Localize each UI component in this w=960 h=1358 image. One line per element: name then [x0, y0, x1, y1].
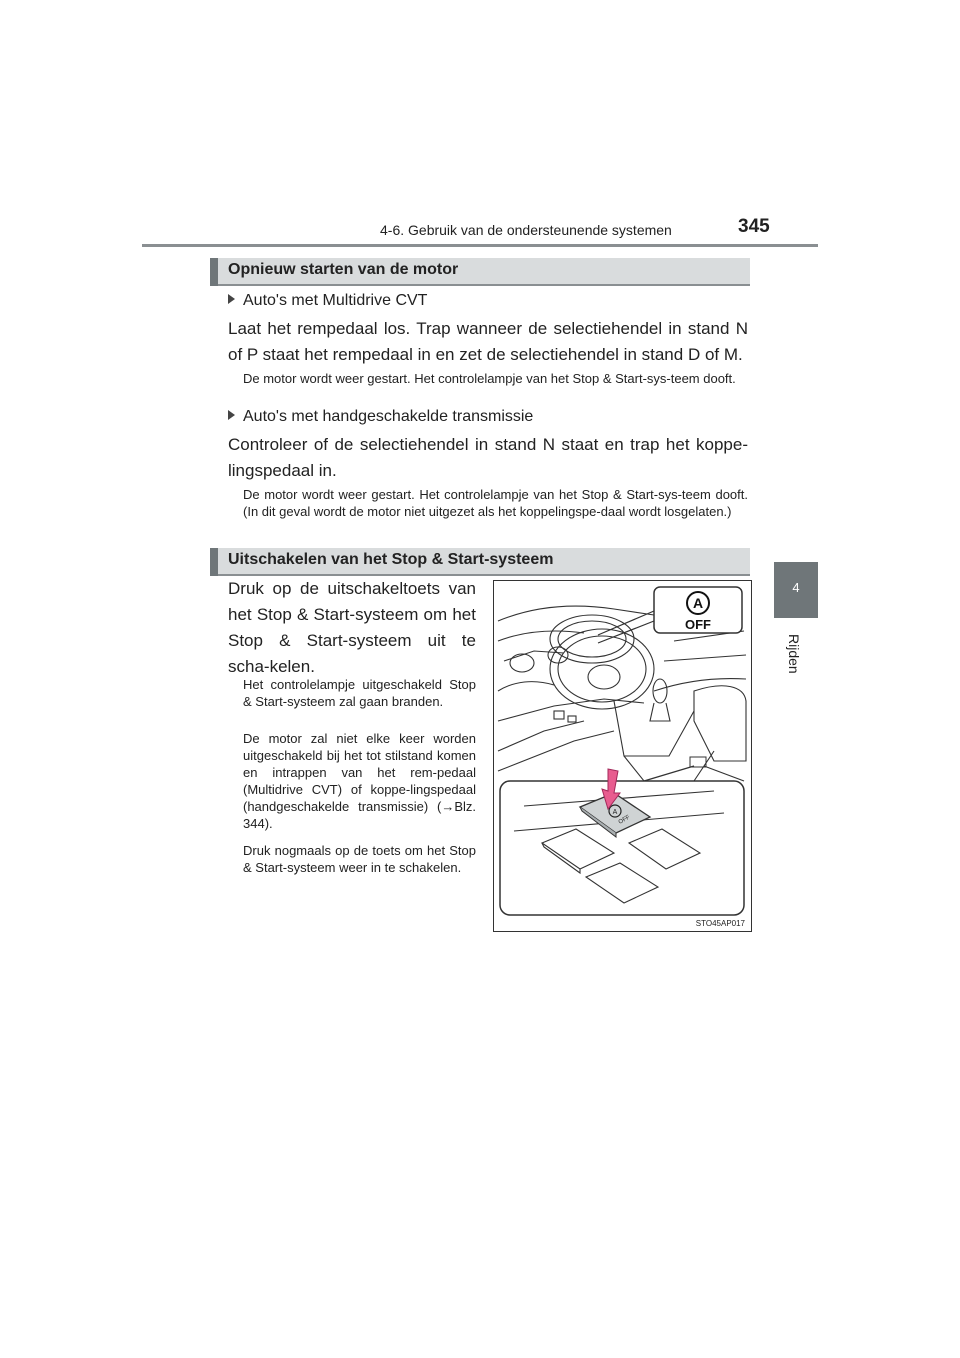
bullet-cvt [228, 292, 427, 310]
section-accent [210, 258, 218, 286]
manual-instruction: Controleer of de selectiehendel in stand N staat en trap het koppe-lingspedaal in. [228, 435, 748, 480]
disable-note-3: Druk nogmaals op de toets om het Stop & Start-systeem weer in te schakelen. [243, 843, 476, 875]
interior-illustration [494, 581, 751, 931]
disable-note-2: De motor zal niet elke keer worden uitgeschakeld bij het tot stilstand komen en intrappen van het rem-pedaal (Multidrive CVT) of koppe-lingspedaal (handgeschakelde transmissie) (→Blz. 344). [243, 731, 476, 831]
disable-note-1: Het controlelampje uitgeschakeld Stop & Start-systeem zal gaan branden. [243, 677, 476, 709]
bullet-manual [228, 408, 533, 426]
disable-instruction: Druk op de uitschakeltoets van het Stop & Start-systeem om het Stop & Start-systeem uit te scha-kelen. [228, 579, 476, 676]
page-number: 345 [738, 216, 770, 237]
svg-text:A: A [692, 595, 704, 611]
bullet-text: Auto's met handgeschakelde transmissie [243, 408, 534, 425]
chapter-number: 4 [792, 580, 800, 595]
button-off-label: OFF [617, 814, 632, 826]
section-accent [210, 548, 218, 576]
section-title: Opnieuw starten van de motor [228, 261, 459, 278]
triangle-right-icon [228, 294, 235, 304]
bullet-text: Auto's met Multidrive CVT [243, 292, 428, 309]
header-section-title: 4-6. Gebruik van de ondersteunende systemen [380, 222, 672, 238]
cvt-instruction: Laat het rempedaal los. Trap wanneer de selectiehendel in stand N of P staat het rempedaal in en zet de selectiehendel in stand D of M. [228, 319, 748, 364]
svg-text:A: A [612, 809, 618, 816]
section-header-restart [210, 258, 750, 286]
header-rule [142, 244, 818, 247]
triangle-right-icon [228, 410, 235, 420]
illustration-stop-start-button [493, 580, 752, 932]
section-header-disable [210, 548, 750, 576]
section-title: Uitschakelen van het Stop & Start-systeem [228, 551, 554, 568]
indicator-off-label: OFF [685, 617, 711, 632]
manual-note: De motor wordt weer gestart. Het controlelampje van het Stop & Start-sys-teem dooft. (In dit geval wordt de motor niet uitgezet als het koppelingspe-daal wordt losgelaten.) [243, 487, 748, 519]
chapter-label: Rijden [786, 634, 802, 674]
figure-code: STO45AP017 [695, 919, 745, 928]
cvt-note: De motor wordt weer gestart. Het controlelampje van het Stop & Start-sys-teem dooft. [243, 371, 736, 386]
